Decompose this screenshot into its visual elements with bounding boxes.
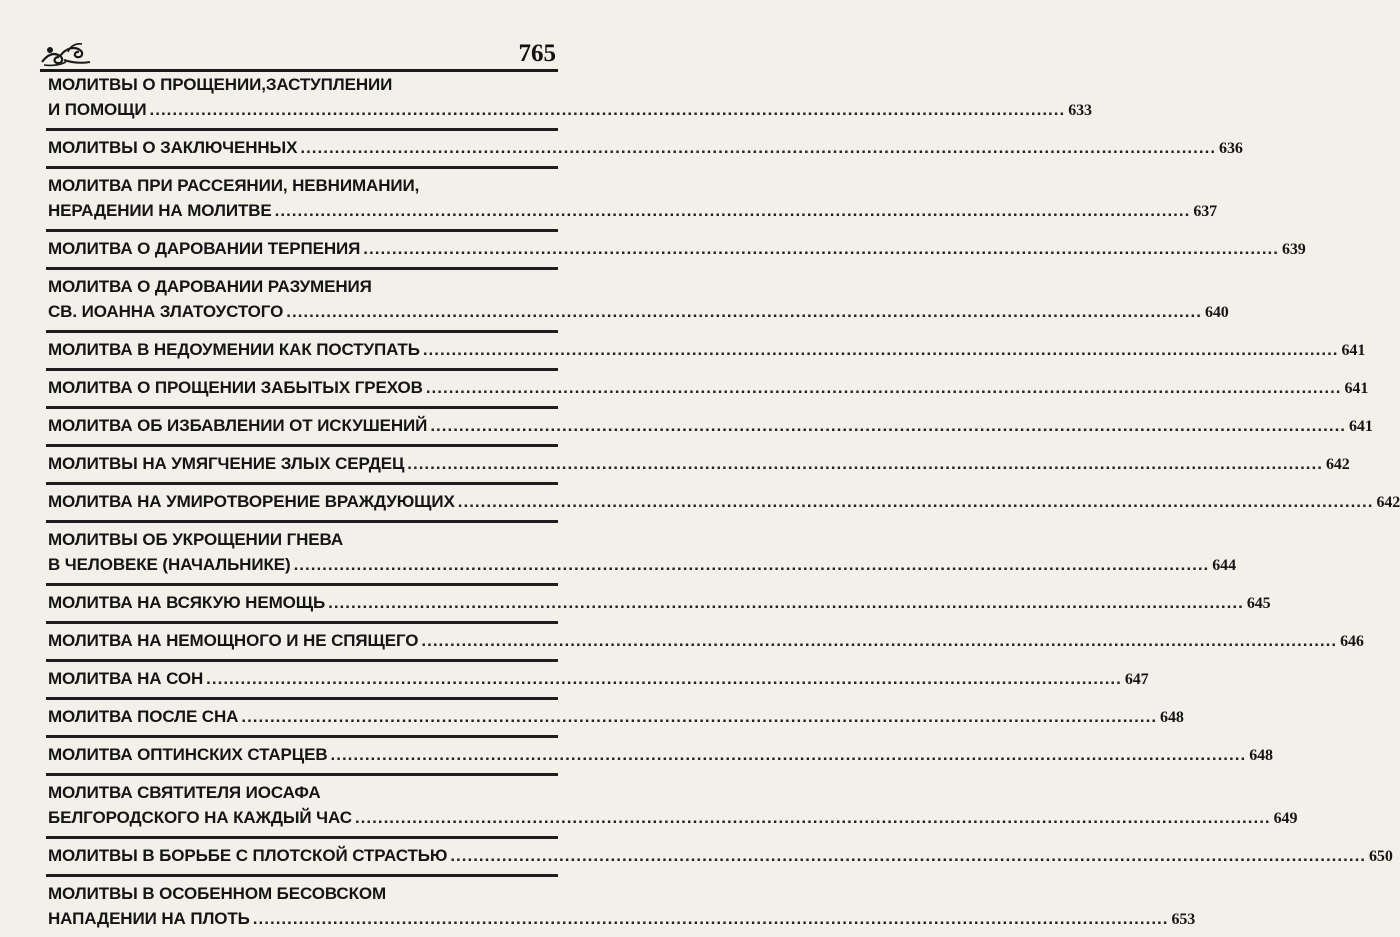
dot-leader: ................................................................................................................................................................ [430,416,1347,435]
toc-entry[interactable] [48,485,1400,523]
toc-entry-page: 650 [1369,848,1393,865]
dot-leader: ................................................................................................................................................................ [149,100,1066,119]
toc-entry-page: 647 [1124,671,1149,688]
toc-entry-title: МОЛИТВА СВЯТИТЕЛЯ ИОСАФА [48,783,321,802]
dot-leader: ................................................................................................................................................................ [407,454,1323,473]
page-number: 765 [518,40,556,67]
toc-entry-title: МОЛИТВА НА НЕМОЩНОГО И НЕ СПЯЩЕГО [48,631,419,650]
toc-entry[interactable] [48,333,1366,371]
toc-entry-title: НАПАДЕНИИ НА ПЛОТЬ [48,909,250,928]
toc-entry-title: МОЛИТВЫ В ОСОБЕННОМ БЕСОВСКОМ [48,884,387,903]
toc-entry-page: 642 [1325,456,1350,473]
dot-leader: ................................................................................................................................................................ [354,808,1271,827]
toc-entry-page: 641 [1341,342,1366,359]
toc-entry-page: 648 [1160,709,1184,726]
toc-entry[interactable] [48,523,1236,586]
toc-entry[interactable] [48,776,1298,839]
toc-entry-page: 641 [1349,418,1373,435]
page-header [40,40,558,70]
toc-entry-page: 641 [1344,380,1369,397]
toc-entry-title: МОЛИТВЫ ОБ УКРОЩЕНИИ ГНЕВА [48,530,344,549]
toc-entry-page: 633 [1068,102,1092,119]
toc-entry[interactable] [48,624,1364,662]
toc-entry-page: 639 [1281,241,1306,258]
toc-entry[interactable] [48,877,1196,937]
toc-entry-title: МОЛИТВЫ В БОРЬБЕ С ПЛОТСКОЙ СТРАСТЬЮ [48,846,448,865]
toc-entry-title: МОЛИТВА ПОСЛЕ СНА [48,707,239,726]
dot-leader: ................................................................................................................................................................ [252,909,1169,928]
dot-leader: ................................................................................................................................................................ [241,707,1158,726]
toc-entry[interactable] [48,700,1184,738]
toc-entry[interactable] [48,70,1092,131]
table-of-contents [48,70,1400,937]
toc-entry-title: МОЛИТВА НА УМИРОТВОРЕНИЕ ВРАЖДУЮЩИХ [48,492,455,511]
toc-entry[interactable] [48,839,1393,877]
toc-entry-page: 653 [1171,911,1196,928]
dot-leader: ................................................................................................................................................................ [293,555,1210,574]
toc-entry-page: 646 [1340,633,1364,650]
toc-entry[interactable] [48,409,1373,447]
dot-leader: ................................................................................................................................................................ [300,138,1217,157]
dot-leader: ................................................................................................................................................................ [450,846,1367,865]
toc-entry-title: БЕЛГОРОДСКОГО НА КАЖДЫЙ ЧАС [48,808,352,827]
toc-entry-title: МОЛИТВА НА ВСЯКУЮ НЕМОЩЬ [48,593,326,612]
toc-entry[interactable] [48,270,1229,333]
toc-entry-page: 644 [1212,557,1236,574]
toc-entry-title: МОЛИТВА НА СОН [48,669,204,688]
toc-entry[interactable] [48,371,1369,409]
toc-entry-title: МОЛИТВА О ДАРОВАНИИ РАЗУМЕНИЯ [48,277,372,296]
toc-entry-title: МОЛИТВА ПРИ РАССЕЯНИИ, НЕВНИМАНИИ, [48,176,420,195]
toc-entry-page: 649 [1273,810,1298,827]
toc-entry-title: МОЛИТВЫ О ЗАКЛЮЧЕННЫХ [48,138,298,157]
dot-leader: ................................................................................................................................................................ [425,378,1342,397]
toc-entry-title: МОЛИТВА О ДАРОВАНИИ ТЕРПЕНИЯ [48,239,361,258]
dot-leader: ................................................................................................................................................................ [328,593,1244,612]
toc-entry-title: МОЛИТВА В НЕДОУМЕНИИ КАК ПОСТУПАТЬ [48,340,420,359]
toc-entry[interactable] [48,232,1306,270]
toc-entry-page: 645 [1246,595,1271,612]
toc-entry-title: МОЛИТВЫ О ПРОЩЕНИИ,ЗАСТУПЛЕНИИ [48,75,393,94]
toc-entry[interactable] [48,169,1218,232]
toc-entry-title: СВ. ИОАННА ЗЛАТОУСТОГО [48,302,284,321]
toc-entry-title: В ЧЕЛОВЕКЕ (НАЧАЛЬНИКЕ) [48,555,291,574]
toc-entry[interactable] [48,586,1271,624]
dot-leader: ................................................................................................................................................................ [363,239,1279,258]
toc-entry-title: МОЛИТВА ОБ ИЗБАВЛЕНИИ ОТ ИСКУШЕНИЙ [48,416,428,435]
toc-entry[interactable] [48,447,1350,485]
dot-leader: ................................................................................................................................................................ [274,201,1191,220]
dot-leader: ................................................................................................................................................................ [421,631,1338,650]
toc-entry-title: И ПОМОЩИ [48,100,147,119]
toc-entry-title: НЕРАДЕНИИ НА МОЛИТВЕ [48,201,272,220]
dot-leader: ................................................................................................................................................................ [206,669,1122,688]
toc-entry-page: 648 [1249,747,1273,764]
toc-entry[interactable] [48,662,1149,700]
dot-leader: ................................................................................................................................................................ [457,492,1374,511]
toc-entry-title: МОЛИТВА О ПРОЩЕНИИ ЗАБЫТЫХ ГРЕХОВ [48,378,423,397]
toc-entry-page: 640 [1204,304,1229,321]
toc-entry-page: 636 [1219,140,1243,157]
dot-leader: ................................................................................................................................................................ [286,302,1202,321]
toc-entry-title: МОЛИТВЫ НА УМЯГЧЕНИЕ ЗЛЫХ СЕРДЕЦ [48,454,405,473]
toc-entry[interactable] [48,738,1273,776]
dot-leader: ................................................................................................................................................................ [422,340,1339,359]
toc-entry-title: МОЛИТВА ОПТИНСКИХ СТАРЦЕВ [48,745,328,764]
toc-entry-page: 642 [1376,494,1400,511]
toc-entry-page: 637 [1193,203,1218,220]
toc-entry[interactable] [48,131,1243,169]
floral-ornament-icon [40,40,92,68]
dot-leader: ................................................................................................................................................................ [330,745,1247,764]
